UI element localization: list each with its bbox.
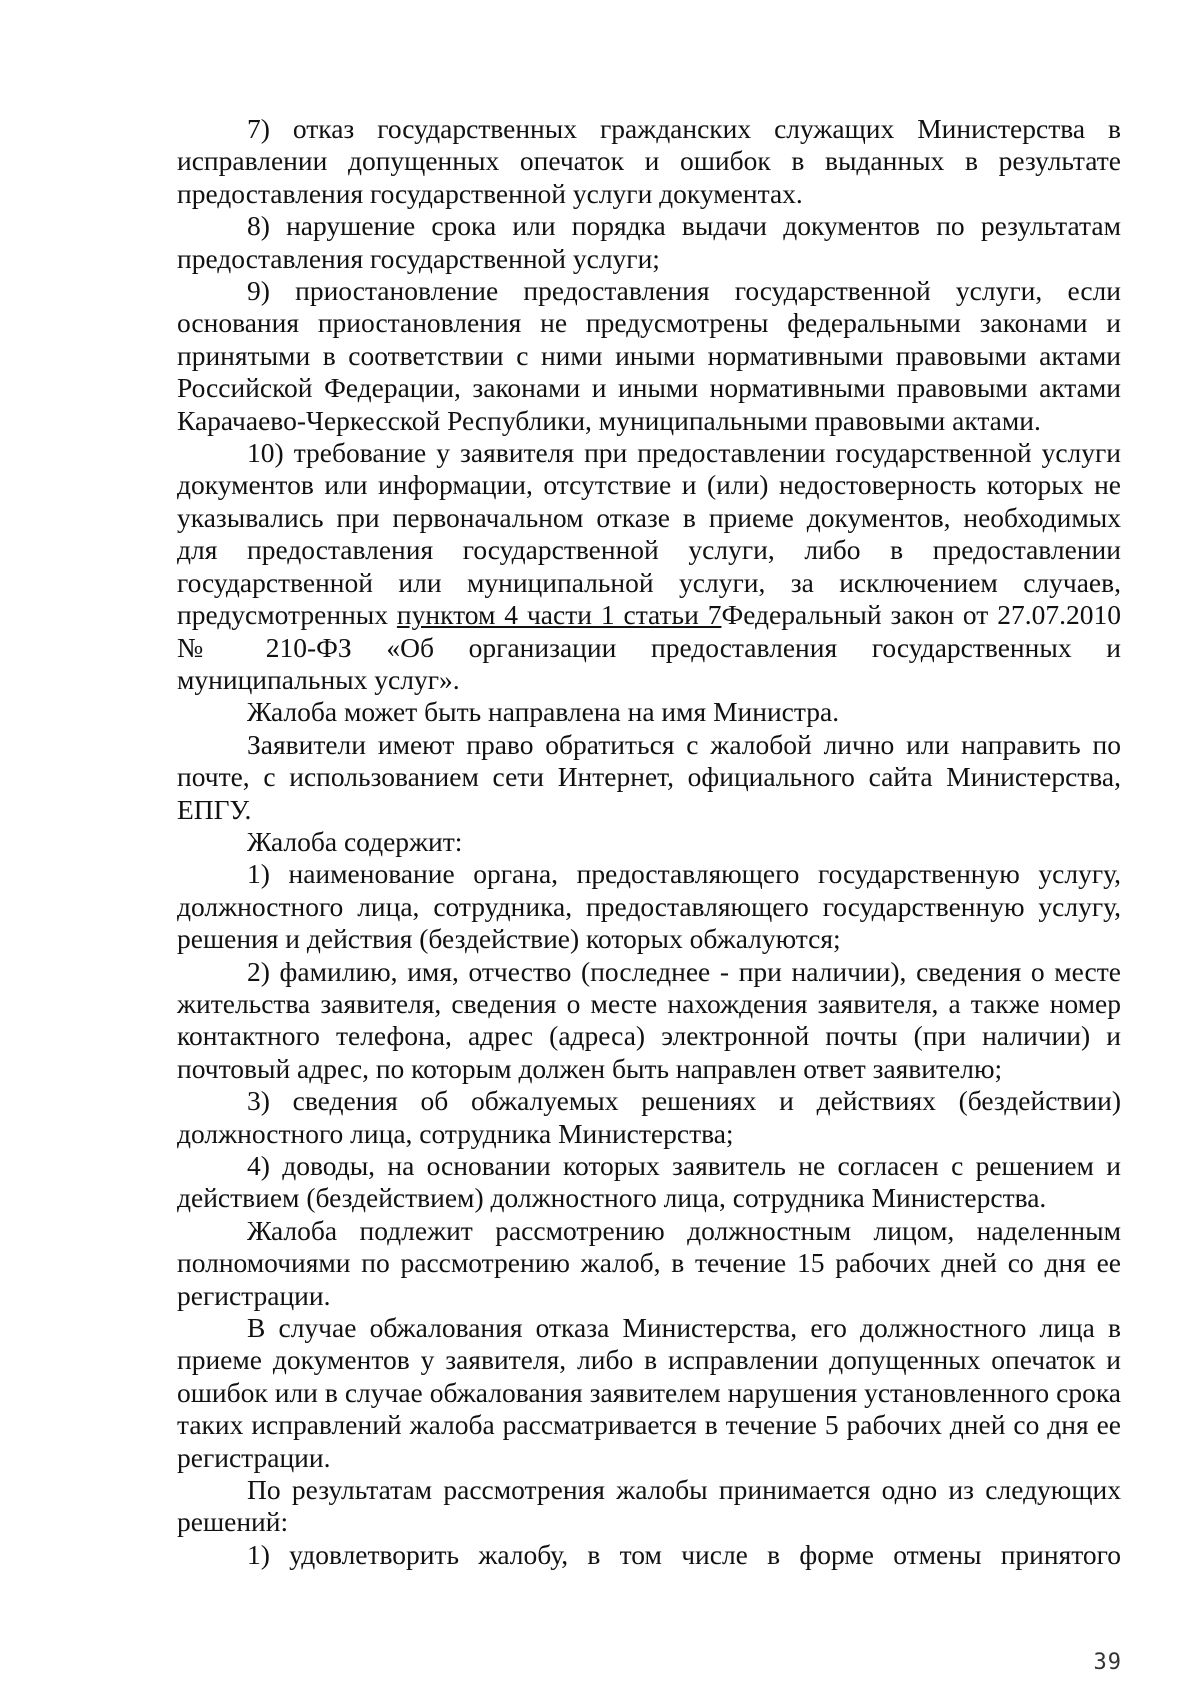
paragraph-review-period: Жалоба подлежит рассмотрению должностным лицом, наделенным полномочиями по рассмотрению жалоб, в течение 15 рабочих дней со дня ее регистрации. bbox=[177, 1214, 1121, 1311]
paragraph-contents-item-4: 4) доводы, на основании которых заявитель не согласен с решением и действием (бездействием) должностного лица, сотрудника Министерства. bbox=[177, 1150, 1121, 1214]
paragraph-decision-item-1: 1) удовлетворить жалобу, в том числе в форме отмены принятого bbox=[247, 1538, 1121, 1570]
paragraph-contents-item-2: 2) фамилию, имя, отчество (последнее - при наличии), сведения о месте жительства заявителя, сведения о месте нахождения заявителя, а также номер контактного телефона, адрес (адреса) электронной почты (при наличии) и почтовый адрес, по которым должен быть направлен ответ заявителю; bbox=[177, 955, 1121, 1084]
document-body bbox=[177, 113, 1121, 1571]
paragraph-item-9: 9) приостановление предоставления государственной услуги, если основания приостановления не предусмотрены федеральными законами и принятыми в соответствии с ними иными нормативными правовыми актами Российской Федерации, законами и иными нормативными правовыми актами Карачаево-Черкесской Республики, муниципальными правовыми актами. bbox=[177, 275, 1121, 436]
paragraph-contents-item-1: 1) наименование органа, предоставляющего государственную услугу, должностного лица, сотрудника, предоставляющего государственную услугу, решения и действия (бездействие) которых обжалуются; bbox=[177, 858, 1121, 955]
paragraph-item-10-text: 10) требование у заявителя при предоставлении государственной услуги документов или информации, отсутствие и (или) недостоверность которых не указывались при первоначальном отказе в приеме документов, необходимых для предоставления государственной услуги, либо в предоставлении государственной или муниципальной услуги, за исключением случаев, предусмотренных bbox=[177, 437, 1121, 631]
paragraph-complaint-contents-heading: Жалоба содержит: bbox=[247, 825, 463, 857]
paragraph-complaint-channels: Заявители имеют право обратиться с жалобой лично или направить по почте, с использованием сети Интернет, официального сайта Министерства, ЕПГУ. bbox=[177, 728, 1121, 825]
paragraph-item-10-law: Федеральный закон от 27.07.2010 № 210-ФЗ «Об организации предоставления государственных и муниципальных услуг». bbox=[177, 599, 1121, 695]
paragraph-refusal-review-period: В случае обжалования отказа Министерства, его должностного лица в приеме документов у заявителя, либо в исправлении допущенных опечаток и ошибок или в случае обжалования заявителем нарушения установленного срока таких исправлений жалоба рассматривается в течение 5 рабочих дней со дня ее регистрации. bbox=[177, 1312, 1121, 1473]
paragraph-item-10 bbox=[177, 437, 1121, 696]
paragraph-item-8: 8) нарушение срока или порядка выдачи документов по результатам предоставления государственной услуги; bbox=[177, 210, 1121, 274]
paragraph-item-7: 7) отказ государственных гражданских служащих Министерства в исправлении допущенных опечаток и ошибок в выданных в результате предоставления государственной услуги документах. bbox=[177, 113, 1121, 209]
law-reference-link[interactable]: пунктом 4 части 1 статьи 7 bbox=[396, 599, 722, 631]
paragraph-complaint-addressee: Жалоба может быть направлена на имя Министра. bbox=[247, 696, 840, 728]
paragraph-contents-item-3: 3) сведения об обжалуемых решениях и действиях (бездействии) должностного лица, сотрудника Министерства; bbox=[177, 1085, 1121, 1149]
page-number: 39 bbox=[1093, 1650, 1122, 1675]
paragraph-decision-heading: По результатам рассмотрения жалобы принимается одно из следующих решений: bbox=[177, 1474, 1121, 1538]
